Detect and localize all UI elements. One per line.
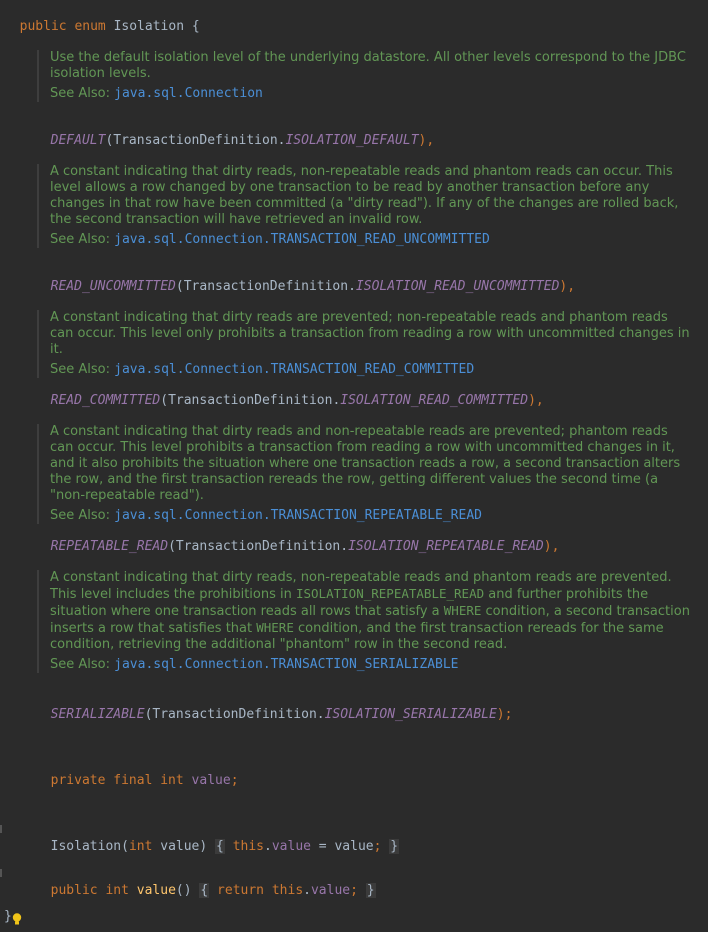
see-also-label: See Also: (50, 362, 110, 377)
javadoc-repeatable-read[interactable] (37, 424, 690, 524)
see-also-link[interactable]: java.sql.Connection (114, 86, 263, 101)
field-ref: ISOLATION_REPEATABLE_READ (348, 539, 544, 554)
field-ref: value (310, 883, 351, 898)
class-ref: TransactionDefinition (152, 707, 317, 722)
closing-brace: } (4, 909, 12, 924)
see-also-link[interactable]: java.sql.Connection.TRANSACTION_SERIALIZABLE (114, 657, 459, 672)
javadoc-serializable[interactable] (37, 570, 690, 673)
field-ref: ISOLATION_READ_UNCOMMITTED (355, 279, 560, 294)
terminator: ), (559, 279, 576, 294)
this-keyword: this (232, 839, 265, 854)
see-also-label: See Also: (50, 232, 110, 247)
constructor-name: Isolation (50, 839, 122, 854)
terminator: ; (230, 773, 239, 788)
getter-method[interactable] (35, 864, 376, 900)
javadoc-read-uncommitted[interactable] (37, 164, 690, 248)
constant-name: SERIALIZABLE (50, 707, 145, 722)
constant-name: DEFAULT (50, 133, 106, 148)
field-ref: ISOLATION_DEFAULT (285, 133, 419, 148)
see-also-label: See Also: (50, 86, 110, 101)
assignment: = value (310, 839, 374, 854)
see-also-link[interactable]: java.sql.Connection.TRANSACTION_REPEATABLE_READ (114, 508, 482, 523)
folded-body[interactable]: { (200, 883, 209, 898)
terminator: ), (418, 133, 435, 148)
doc-text-part: condition, and the first transaction rereads for the same condition, retrieving the additional "phantom" row in the second read. (50, 621, 664, 652)
terminator: ), (543, 539, 560, 554)
constant-serializable[interactable]: SERIALIZABLE(TransactionDefinition.ISOLATION_SERIALIZABLE); (50, 707, 513, 722)
see-also-label: See Also: (50, 508, 110, 523)
doc-text: A constant indicating that dirty reads, non-repeatable reads and phantom reads can occur. This level allows a row changed by one transaction to be read by another transaction before any changes in that row have been committed (a "dirty read"). If any of the changes are rolled back, the second transaction will have retrieved an invalid row. (50, 164, 679, 227)
javadoc-default[interactable] (37, 50, 690, 102)
terminator: ), (528, 393, 544, 408)
terminator: ; (350, 883, 358, 898)
paren: ( (121, 839, 129, 854)
doc-text: A constant indicating that dirty reads are prevented; non-repeatable reads and phantom reads can occur. This level only prohibits a transaction from reading a row with uncommitted changes in it. (50, 310, 690, 357)
class-ref: TransactionDefinition (168, 393, 333, 408)
method-modifiers: public int (50, 883, 129, 898)
return-statement: return this (217, 883, 304, 898)
constant-default[interactable]: DEFAULT(TransactionDefinition.ISOLATION_DEFAULT), (50, 133, 435, 148)
parens: () (175, 883, 192, 898)
doc-code-ref: ISOLATION_REPEATABLE_READ (295, 586, 485, 601)
see-also-link[interactable]: java.sql.Connection.TRANSACTION_READ_UNCOMMITTED (114, 232, 490, 247)
fold-marker[interactable] (0, 869, 2, 877)
field-ref: value (271, 839, 311, 854)
doc-text (50, 570, 690, 653)
dot: . (264, 839, 272, 854)
constant-name: READ_UNCOMMITTED (50, 279, 176, 294)
method-name: value (136, 883, 176, 898)
dot: . (303, 883, 311, 898)
param-type: int (128, 839, 153, 854)
class-ref: TransactionDefinition (183, 279, 349, 294)
constant-repeatable-read[interactable]: REPEATABLE_READ(TransactionDefinition.ISOLATION_REPEATABLE_READ), (50, 539, 560, 554)
doc-text-part: and further prohibits the situation where one transaction reads all rows that satisfy a (50, 587, 649, 619)
field-modifiers: private final int (50, 773, 184, 788)
open-brace: { (191, 19, 200, 34)
field-name: value (191, 773, 231, 788)
folded-body-end[interactable]: } (390, 839, 399, 854)
doc-text: A constant indicating that dirty reads and non-repeatable reads are prevented; phantom reads can occur. This level prohibits a transaction from reading a row with uncommitted changes in it, and it also prohibits the situation where one transaction reads a row, a second transaction alters the row, and the first transaction rereads the row, getting different values the second time (a "non-repeatable read"). (50, 424, 681, 503)
terminator: ); (496, 707, 513, 722)
folded-body-end[interactable]: } (366, 883, 375, 898)
doc-text: Use the default isolation level of the underlying datastore. All other levels correspond to the JDBC isolation levels. (50, 50, 686, 81)
doc-text-part: condition, a second transaction inserts a row that satisfies that (50, 604, 690, 636)
enum-declaration[interactable] (4, 0, 200, 36)
constant-read-uncommitted[interactable]: READ_UNCOMMITTED(TransactionDefinition.ISOLATION_READ_UNCOMMITTED), (50, 279, 576, 294)
see-also-label: See Also: (50, 657, 110, 672)
terminator: ; (373, 839, 382, 854)
paren: ) (199, 839, 208, 854)
param-name: value (160, 839, 200, 854)
fold-marker[interactable] (0, 825, 2, 833)
constructor[interactable] (35, 820, 399, 856)
doc-code-ref: WHERE (256, 620, 294, 635)
field-ref: ISOLATION_SERIALIZABLE (324, 707, 497, 722)
javadoc-read-committed[interactable] (37, 310, 690, 378)
constant-name: READ_COMMITTED (50, 393, 161, 408)
doc-code-ref: WHERE (443, 603, 482, 618)
constant-read-committed[interactable]: READ_COMMITTED(TransactionDefinition.ISOLATION_READ_COMMITTED), (50, 393, 544, 408)
class-ref: TransactionDefinition (175, 539, 341, 554)
see-also-link[interactable]: java.sql.Connection.TRANSACTION_READ_COMMITTED (114, 362, 475, 377)
field-declaration[interactable] (35, 754, 239, 790)
enum-name: Isolation (113, 19, 185, 34)
class-ref: TransactionDefinition (113, 133, 278, 148)
enum-keywords: public enum (19, 19, 106, 34)
field-ref: ISOLATION_READ_COMMITTED (340, 393, 529, 408)
folded-body[interactable]: { (216, 839, 224, 854)
lightbulb-icon[interactable] (12, 913, 22, 925)
constant-name: REPEATABLE_READ (50, 539, 169, 554)
doc-text-part: A constant indicating that dirty reads, non-repeatable reads and phantom reads are prevented. This level includes the prohibitions in (50, 570, 672, 602)
